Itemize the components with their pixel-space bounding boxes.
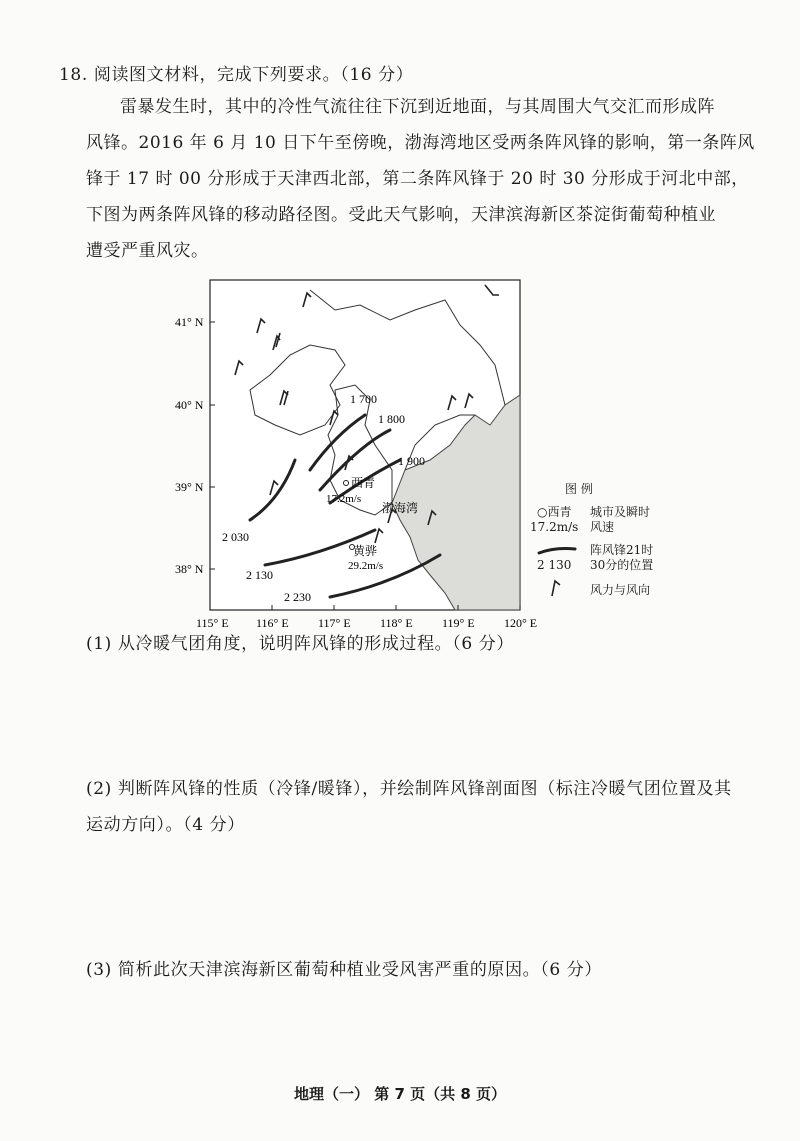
legend-title: 图 例 [565,482,593,496]
sub-question-2-cont: 运动方向）。（4 分） [86,815,245,835]
lon-label: 119° E [442,616,475,630]
material-line: 雷暴发生时，其中的冷性气流往往下沉到近地面，与其周围大气交汇而形成阵 [120,97,715,117]
legend-city-desc: 城市及瞬时 [590,505,651,519]
material-paragraph [86,89,786,269]
legend-city-desc: 风速 [590,520,615,534]
lon-label: 120° E [504,616,538,630]
material-line: 遭受严重风灾。 [86,241,209,261]
lat-label: 41° N [175,315,204,329]
city-marker [344,481,349,486]
question-heading: 18. 阅读图文材料，完成下列要求。（16 分） [59,65,414,85]
city-speed: 17.2m/s [326,493,362,505]
front-time-label: 2 130 [246,568,273,582]
front-time-label: 1 900 [398,454,425,468]
material-line: 风锋。2016 年 6 月 10 日下午至傍晚，渤海湾地区受两条阵风锋的影响，第一条阵风 [86,133,755,153]
page-footer: 地理（一） 第 7 页（共 8 页） [294,1085,506,1103]
lat-label: 40° N [175,398,204,412]
legend-front-desc: 阵风锋21时 [590,543,654,557]
gust-front-map [160,275,580,635]
lon-label: 115° E [196,616,229,630]
city-speed: 29.2m/s [348,560,384,572]
lon-label: 118° E [380,616,413,630]
front-time-label: 1 800 [378,412,405,426]
city-name: 西青 [351,476,376,490]
material-line: 锋于 17 时 00 分形成于天津西北部，第二条阵风锋于 20 时 30 分形成于河北中部， [86,169,749,189]
material-line: 下图为两条阵风锋的移动路径图。受此天气影响，天津滨海新区茶淀街葡萄种植业 [86,205,716,225]
sub-question-2: (2) 判断阵风锋的性质（冷锋/暖锋），并绘制阵风锋剖面图（标注冷暖气团位置及其 [86,779,732,799]
sub-question-1: (1) 从冷暖气团角度，说明阵风锋的形成过程。（6 分） [86,634,515,654]
legend-front-desc: 30分的位置 [590,558,654,572]
legend-city-symbol: ○西青 [537,505,572,519]
legend-wind-barb-icon [548,578,564,598]
city-name: 黄骅 [353,544,378,558]
bay-label: 渤海湾 [382,501,419,515]
legend-front-symbol [535,543,580,557]
legend-city-speed: 17.2m/s [530,520,579,534]
front-time-label: 1 700 [350,392,377,406]
legend-front-time: 2 130 [537,558,572,572]
sub-question-3: (3) 简析此次天津滨海新区葡萄种植业受风害严重的原因。（6 分） [86,960,603,980]
legend-wind-desc: 风力与风向 [590,583,651,597]
front-time-label: 2 230 [284,590,311,604]
lat-label: 38° N [175,562,204,576]
lon-label: 117° E [318,616,351,630]
lat-label: 39° N [175,480,204,494]
lon-label: 116° E [256,616,289,630]
front-time-label: 2 030 [222,530,249,544]
